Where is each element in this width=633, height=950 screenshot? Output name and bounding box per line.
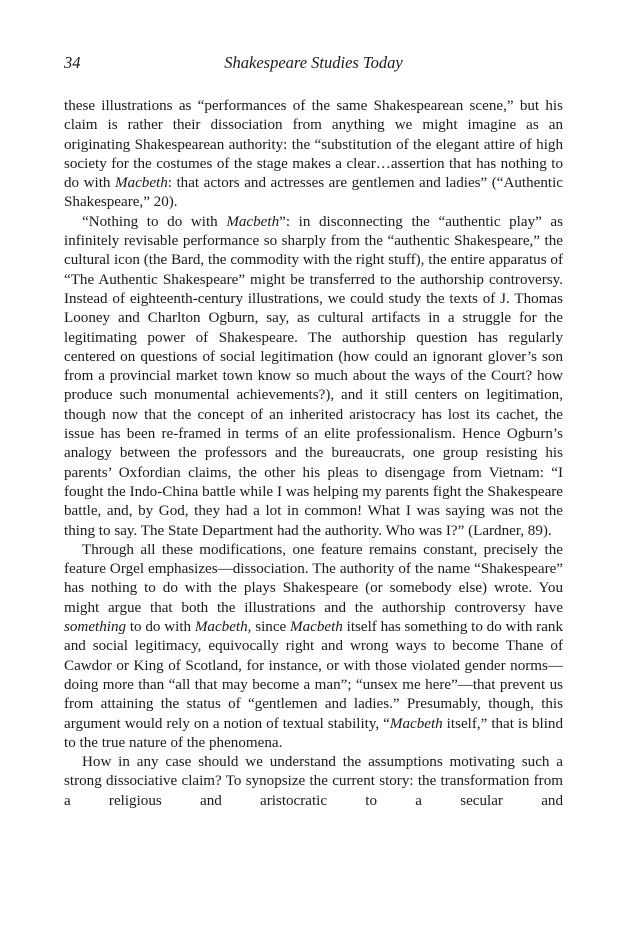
text-segment: itself,” that is blind to the true nature of the phenomena. (64, 715, 564, 751)
text-segment: these illustrations as “performances of the same Shakespearean scene,” but his claim is rather their dissociation from anything we might imagine as an originating Shakespearean authority: the “substitution of the elegant attire of high society for the costumes of the stage makes a clear…assertion that has nothing to do with (64, 98, 563, 192)
body-text (64, 97, 563, 811)
italic-title: Macbeth (290, 619, 343, 636)
paragraph (64, 541, 563, 753)
italic-emphasis: something (64, 619, 127, 636)
text-segment: to do with (126, 619, 195, 636)
paragraph-continued (64, 97, 563, 213)
paragraph-continues (64, 753, 563, 811)
text-segment: Through all these modifications, one feature remains constant, precisely the feature Orgel emphasizes—dissociation. The authority of the name “Shakespeare” has nothing to do with the plays Shakespeare (or somebody else) wrote. You might argue that both the illustrations and the authorship controversy have (64, 541, 563, 616)
italic-title: Macbeth (226, 213, 280, 230)
text-segment: “Nothing to do with (82, 213, 227, 230)
page-number: 34 (64, 53, 81, 72)
text-segment: How in any case should we understand the assumptions motivating such a strong dissociative claim? To synopsize the current story: the transformation from a religious and aristocratic to a secular and (64, 754, 563, 809)
book-page (64, 50, 563, 811)
text-segment: : that actors and actresses are gentlemen and ladies” (“Authentic Shakespeare,” 20). (64, 175, 563, 211)
text-segment: , since (247, 619, 291, 636)
italic-title: Macbeth (389, 715, 443, 732)
italic-title: Macbeth (114, 175, 168, 192)
running-head (64, 50, 563, 76)
italic-title: Macbeth (194, 619, 248, 636)
text-segment: itself has something to do with rank and social legitimacy, equivocally right and wrong ways to become Thane of Cawdor or King of Scotland, for instance, or with those violated gender norms—doing more than “all that may become a man”; “unsex me here”—that prevent us from attaining the status of “gentlemen and ladies.” Presumably, though, this argument would rely on a notion of textual stability, “ (64, 619, 563, 732)
paragraph (64, 213, 563, 541)
running-head-title: Shakespeare Studies Today (224, 53, 403, 72)
text-segment: ”: in disconnecting the “authentic play” as infinitely revisable performance so sharply from the “authentic Shakespeare,” the cultural icon (the Bard, the commodity with the right stuff), the entire apparatus of “The Authentic Shakespeare” might be transferred to the authorship controversy. Instead of eighteenth-century illustrations, we could study the texts of J. Thomas Looney and Charlton Ogburn, say, as cultural artifacts in a struggle for the legitimating power of Shakespeare. The authorship question has regularly centered on questions of social legitimation (how could an ignorant glover’s son from a provincial market town know so much about the ways of the Court? how produce such monumental achievements?), and it still centers on legitimation, though now that the concept of an inherited aristocracy has lost its cachet, the issue has been re-framed in terms of an elite professionalism. Hence Ogburn’s analogy between the professors and the bureaucrats, one group resisting his parents’ Oxfordian claims, the other his pleas to disengage from Vietnam: “I fought the Indo-China battle while I was helping my parents fight the Shakespeare battle, and, by God, they had a lot in common! What I was saying was not the thing to say. The State Department had the authority. Who was I?” (Lardner, 89). (64, 213, 564, 539)
